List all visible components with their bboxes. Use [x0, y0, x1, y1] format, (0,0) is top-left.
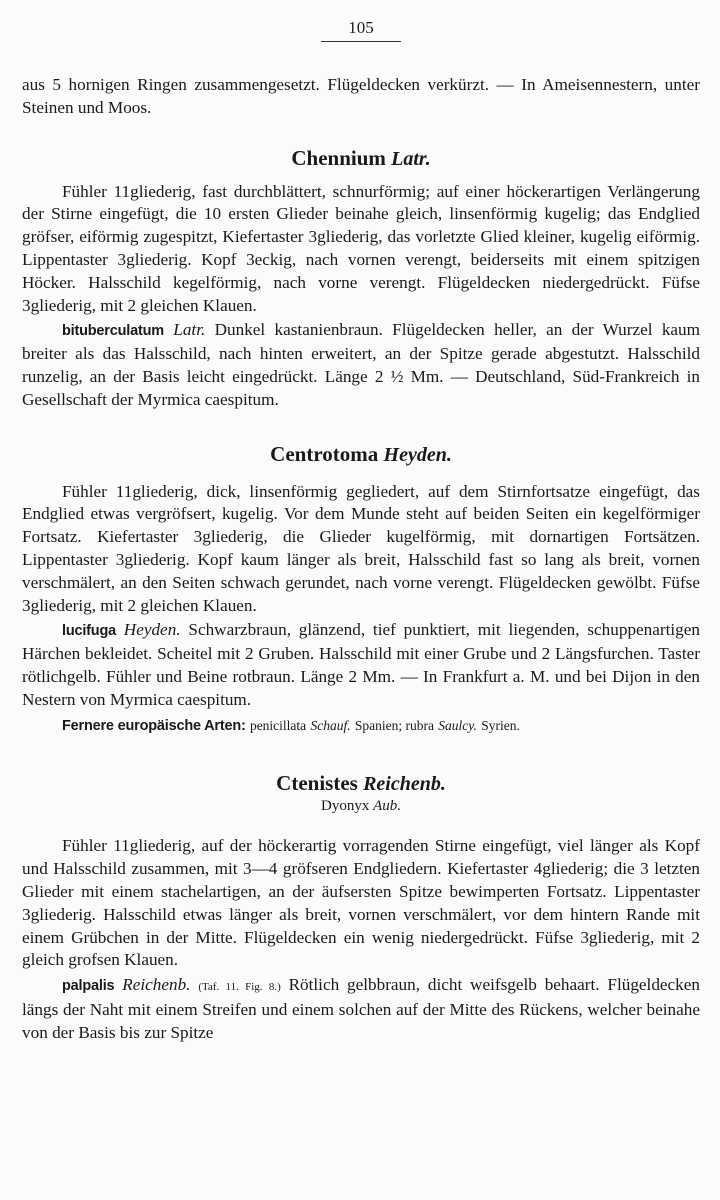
genus-author: Latr.	[391, 147, 431, 170]
subgenus-author: Aub.	[373, 798, 401, 815]
further-species-1-location: Spanien; rubra	[354, 717, 434, 733]
genus-description-centrotoma: Fühler 11gliederig, dick, linsenförmig gegliedert, auf dem Stirnfortsatze eingefügt, das Endglied etwas vergröfsert, kugelig. Vor dem Munde steht auf beiden Seiten ein kegelförmiger Fortsatz. Kiefertaster 3gliederig, die Glieder kugelförmig, mit dornartigen Fortsätzen. Lippentaster 3gliederig. Kopf kaum länger als breit, Halsschild fast so lang als breit, vornen verschmälert, an den Seiten schwach gerundet, nach vorne verengt. Flügeldecken gewölbt. Füfse 3gliederig, mit 2 gleichen Klauen.	[22, 481, 700, 615]
subgenus-heading	[22, 798, 700, 815]
genus-author: Reichenb.	[363, 773, 446, 796]
species-name: bituberculatum	[62, 323, 164, 340]
genus-name: Chennium	[291, 145, 386, 170]
genus-author: Heyden.	[383, 443, 452, 466]
species-name: palpalis	[62, 978, 115, 995]
genus-name: Ctenistes	[276, 771, 358, 796]
species-name: lucifuga	[62, 623, 116, 640]
further-species-2-author: Saulcy.	[438, 717, 477, 733]
species-author: Latr.	[173, 320, 206, 340]
intro-paragraph: aus 5 hornigen Ringen zusammengesetzt. Flügeldecken verkürzt. — In Ameisennestern, unter Steinen und Moos.	[22, 75, 700, 117]
species-entry-bituberculatum	[22, 319, 700, 411]
further-species-2-location: Syrien.	[481, 717, 520, 733]
plate-reference: (Taf. 11. Fig. 8.)	[198, 981, 281, 994]
subgenus-name: Dyonyx	[320, 798, 370, 815]
species-author: Reichenb.	[122, 975, 191, 995]
species-entry-lucifuga	[22, 619, 700, 711]
species-text: Schwarzbraun, glänzend, tief punktiert, mit liegenden, schuppenartigen Härchen bekleidet. Scheitel mit 2 Gruben. Halsschild mit einer Grube und 2 Längsfurchen. Taster rötlichgelb. Fühler und Beine rotbraun. Länge 2 Mm. — In Frankfurt a. M. und bei Dijon in den Nestern von Myrmica caespitum.	[22, 620, 700, 709]
genus-heading-chennium	[22, 146, 700, 171]
further-species-label: Fernere europäische Arten:	[62, 717, 246, 734]
species-entry-palpalis	[22, 974, 700, 1044]
further-species-1: penicillata	[249, 717, 307, 733]
genus-heading-centrotoma	[22, 442, 700, 467]
further-species-1-author: Schauf.	[310, 717, 351, 733]
further-species-line	[22, 714, 700, 738]
genus-description-ctenistes: Fühler 11gliederig, auf der höckerartig vorragenden Stirne eingefügt, viel länger als Kopf und Halsschild zusammen, mit 3—4 gröfseren Endgliedern. Kiefertaster 4gliederig; die 3 letzten Glieder mit einem stachelartigen, an der äufsersten Spitze bewimperten Fortsatz. Lippentaster 3gliederig. Halsschild etwas länger als breit, vornen verschmälert, vor dem hintern Rande mit einem Grübchen in der Mitte. Flügeldecken ein wenig niedergedrückt. Füfse 3gliederig, mit 2 gleich grofsen Klauen.	[22, 836, 700, 970]
page-number: 105	[321, 18, 401, 42]
page	[22, 18, 700, 1045]
genus-name: Centrotoma	[270, 441, 379, 466]
species-text: Rötlich gelbbraun, dicht weifsgelb behaart. Flügeldecken längs der Naht mit einem Streifen und einem solchen auf der Mitte des Rückens, welcher beinahe von der Basis bis zur Spitze	[22, 975, 700, 1042]
species-author: Heyden.	[123, 620, 181, 640]
species-text: Dunkel kastanienbraun. Flügeldecken heller, an der Wurzel kaum breiter als das Halsschild, nach hinten erweitert, an der Spitze gerade abgestutzt. Halsschild runzelig, an der Basis leicht eingedrückt. Länge 2 ½ Mm. — Deutschland, Süd-Frankreich in Gesellschaft der Myrmica caespitum.	[22, 320, 701, 409]
genus-heading-ctenistes	[22, 771, 700, 796]
genus-description-chennium: Fühler 11gliederig, fast durchblättert, schnurförmig; auf einer höckerartigen Verlängerung der Stirne eingefügt, die 10 ersten Glieder beinahe gleich, linsenförmig kugelig; das Endglied gröfser, eiförmig zugespitzt, Kiefertaster 3gliederig, das vorletzte Glied kleiner, kugelig eiförmig. Lippentaster 3gliederig. Kopf 3eckig, nach vornen verengt, beiderseits mit einem spitzigen Höcker. Halsschild kegelförmig, nach vorne verengt. Flügeldecken niedergedrückt. Füfse 3gliederig, mit 2 gleichen Klauen.	[22, 181, 700, 315]
